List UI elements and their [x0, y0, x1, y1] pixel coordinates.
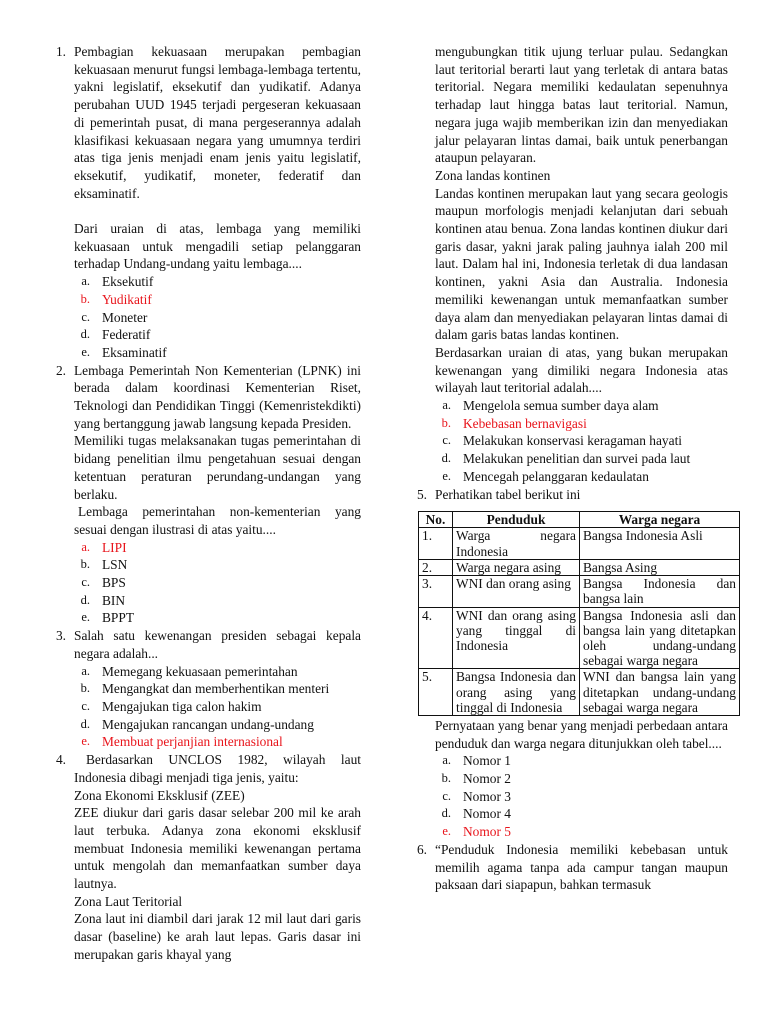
option-text: Nomor 2	[463, 771, 511, 787]
option-text: Mengangkat dan memberhentikan menteri	[102, 681, 330, 697]
option-text: Nomor 1	[463, 753, 511, 769]
option-letter: c.	[81, 575, 90, 590]
option-text: Melakukan konservasi keragaman hayati	[463, 433, 683, 449]
option-letter: c.	[442, 433, 451, 448]
right-column	[405, 43, 736, 894]
question-6	[405, 841, 728, 894]
option-a[interactable]	[74, 273, 361, 291]
table-cell: 2.	[419, 559, 453, 575]
option-text: Mengajukan tiga calon hakim	[102, 699, 262, 714]
table-cell: Bangsa Indonesia dan orang asing yang tinggal di Indonesia	[453, 669, 580, 716]
left-column	[44, 43, 361, 964]
question-prompt: Dari uraian di atas, lembaga yang memiliki kekuasaan untuk mengadili setiap pelanggaran terhadap Undang-undang yaitu lembaga....	[74, 221, 361, 272]
option-text: BIN	[102, 592, 126, 608]
option-text: LSN	[102, 557, 128, 573]
column-header: Warga negara	[580, 512, 740, 528]
option-letter: e.	[81, 734, 90, 749]
option-c[interactable]	[435, 788, 728, 806]
question-prompt: Pernyataan yang benar yang menjadi perbedaan antara penduduk dan warga negara ditunjukkan oleh tabel....	[435, 717, 728, 751]
table-cell: Bangsa Indonesia Asli	[580, 528, 740, 559]
question-number: 1.	[55, 44, 66, 59]
question-paragraph: Pembagian kekuasaan merupakan pembagian kekuasaan menurut fungsi lembaga-lembaga tertentu, yakni legislatif, eksekutif dan yudikatif. Adanya perubahan UUD 1945 terjadi pergeseran kekuasaan di pemerintah pusat, di mana pergeserannya adalah klasifikasi kekuasaan negara yang umumnya terdiri atas tiga jenis menjadi enam jenis yaitu legislatif, eksekutif, yudikatif, moneter, federatif dan eksaminatif.	[74, 44, 361, 201]
question-prompt: Lembaga pemerintahan non-kementerian yang sesuai dengan ilustrasi di atas yaitu....	[74, 504, 361, 537]
option-letter: a.	[81, 274, 90, 289]
table-cell: Bangsa Indonesia dan bangsa lain	[580, 576, 740, 607]
option-b[interactable]	[74, 680, 361, 698]
option-text: Membuat perjanjian internasional	[102, 734, 283, 750]
question-paragraph: Perhatikan tabel berikut ini	[435, 486, 581, 502]
question-prompt: Berdasarkan uraian di atas, yang bukan merupakan kewenangan yang dimiliki negara Indonesia atas wilayah laut teritorial adalah....	[435, 344, 728, 396]
table-cell: WNI dan bangsa lain yang ditetapkan undang-undang sebagai warga negara	[580, 669, 740, 716]
table-row	[419, 528, 740, 559]
option-e[interactable]	[74, 344, 361, 362]
table-cell: Bangsa Indonesia asli dan bangsa lain yang ditetapkan oleh undang-undang sebagai warga negara	[580, 607, 740, 669]
table-cell: 3.	[419, 576, 453, 607]
option-c[interactable]	[74, 309, 361, 327]
option-b[interactable]	[74, 556, 361, 574]
question-paragraph-continued: mengubungkan titik ujung terluar pulau. Sedangkan laut teritorial berarti laut yang terletak di antara batas teritorial. Negara memiliki kedaulatan sepenuhnya terhadap laut hingga batas laut teritorial. Namun, negara juga wajib memberikan izin dan menyediakan jalur pelayaran lintas damai, baik untuk penerbangan ataupun pelayaran.	[435, 44, 728, 166]
option-letter: d.	[80, 327, 90, 342]
option-e[interactable]	[74, 733, 361, 751]
option-d[interactable]	[74, 592, 361, 610]
option-letter: b.	[80, 681, 90, 696]
table-cell: Warga negara Indonesia	[453, 528, 580, 559]
option-text: Federatif	[102, 327, 151, 343]
option-letter: a.	[81, 663, 90, 678]
option-letter: b.	[441, 415, 451, 430]
option-text: Kebebasan bernavigasi	[463, 415, 587, 431]
option-list	[435, 752, 728, 841]
option-list	[74, 539, 361, 628]
table-row	[419, 607, 740, 669]
option-a[interactable]	[435, 397, 728, 415]
column-header: Penduduk	[453, 512, 580, 528]
option-text: Nomor 3	[463, 788, 511, 804]
option-text: Nomor 5	[463, 824, 511, 840]
option-letter: a.	[81, 539, 90, 554]
table-cell: Bangsa Asing	[580, 559, 740, 575]
option-d[interactable]	[435, 805, 728, 823]
question-3	[44, 627, 361, 751]
option-letter: d.	[80, 716, 90, 731]
table-row	[419, 576, 740, 607]
option-letter: d.	[441, 806, 451, 821]
question-number: 3.	[55, 628, 66, 644]
question-paragraph: Lembaga Pemerintah Non Kementerian (LPNK) ini berada dalam koordinasi Kementerian Riset, Teknologi dan Pendidikan Tinggi (Kemenristekdikti) yang bertanggung jawab langsung kepada Presiden.	[74, 362, 361, 431]
option-list	[435, 397, 728, 486]
option-e[interactable]	[435, 823, 728, 841]
option-b[interactable]	[435, 770, 728, 788]
section-heading: Zona Ekonomi Eksklusif (ZEE)	[74, 787, 245, 803]
option-text: Eksaminatif	[102, 344, 167, 360]
option-list	[74, 273, 361, 362]
table-cell: WNI dan orang asing yang tinggal di Indonesia	[453, 607, 580, 669]
question-5	[405, 486, 736, 841]
option-text: Mengajukan rancangan undang-undang	[102, 716, 314, 732]
question-paragraph: ZEE diukur dari garis dasar selebar 200 mil ke arah laut terbuka. Adanya zona ekonomi eksklusif membuat Indonesia memiliki kewenangan pertama untuk mengolah dan memanfaatkan sumber daya lautnya.	[74, 805, 361, 892]
option-text: Mencegah pelanggaran kedaulatan	[463, 468, 649, 484]
option-text: Nomor 4	[463, 806, 511, 822]
option-c[interactable]	[74, 574, 361, 592]
data-table	[418, 511, 740, 716]
option-c[interactable]	[435, 432, 728, 450]
option-d[interactable]	[74, 716, 361, 734]
option-text: Eksekutif	[102, 274, 154, 290]
option-e[interactable]	[435, 468, 728, 486]
table-cell: 5.	[419, 669, 453, 716]
table-header-row	[419, 512, 740, 528]
question-number: 6.	[416, 841, 427, 857]
option-text: Mengelola semua sumber daya alam	[463, 398, 659, 414]
option-letter: a.	[442, 753, 451, 768]
option-letter: e.	[81, 344, 90, 359]
option-c[interactable]	[74, 698, 361, 716]
option-text: BPS	[102, 575, 126, 591]
table-cell: Warga negara asing	[453, 559, 580, 575]
question-number: 4.	[55, 752, 66, 768]
question-paragraph: “Penduduk Indonesia memiliki kebebasan untuk memilih agama tanpa ada campur tangan maupun paksaan dari siapapun, bahkan termasuk	[435, 841, 728, 893]
option-d[interactable]	[74, 326, 361, 344]
question-paragraph: Landas kontinen merupakan laut yang secara geologis maupun morfologis menjadi kelanjutan dari sebuah kontinen atau benua. Zona landas kontinen diukur dari garis dasar, yakni jarak paling jauhnya ialah 200 mil laut. Dalam hal ini, Indonesia terletak di dua landasan kontinen, yakni Asia dan Australia. Indonesia memiliki kewenangan untuk memanfaatkan sumber daya alam dan menyediakan pelayaran lintas damai di dalam garis batas landas kontinen.	[435, 185, 728, 343]
question-2	[44, 362, 361, 628]
option-list	[74, 663, 361, 752]
question-4-part-1	[44, 751, 361, 963]
option-text: Memegang kekuasaan pemerintahan	[102, 663, 298, 679]
question-paragraph: Berdasarkan UNCLOS 1982, wilayah laut Indonesia dibagi menjadi tiga jenis, yaitu:	[74, 752, 361, 785]
option-letter: e.	[81, 610, 90, 625]
option-b[interactable]	[74, 291, 361, 309]
option-b[interactable]	[435, 415, 728, 433]
option-e[interactable]	[74, 609, 361, 627]
question-4-part-2	[405, 43, 728, 486]
section-heading: Zona landas kontinen	[435, 167, 551, 183]
question-1	[44, 43, 361, 362]
option-letter: d.	[80, 592, 90, 607]
option-letter: e.	[442, 824, 451, 839]
option-text: LIPI	[102, 539, 127, 555]
option-d[interactable]	[435, 450, 728, 468]
option-letter: c.	[442, 788, 451, 803]
option-a[interactable]	[74, 663, 361, 681]
table-row	[419, 559, 740, 575]
option-letter: b.	[441, 771, 451, 786]
table-cell: 1.	[419, 528, 453, 559]
option-letter: c.	[81, 309, 90, 324]
option-text: Moneter	[102, 309, 148, 325]
column-header: No.	[419, 512, 453, 528]
question-paragraph-split: Zona laut ini diambil dari jarak 12 mil laut dari garis dasar (baseline) ke arah laut lepas. Garis dasar ini merupakan garis khayal yang	[74, 911, 361, 962]
option-letter: e.	[442, 468, 451, 483]
option-text: BPPT	[102, 610, 135, 626]
question-paragraph: Memiliki tugas melaksanakan tugas pemerintahan di bidang penelitian ilmu pengetahuan sesuai dengan ketentuan peraturan perundang-undangan yang berlaku.	[74, 433, 361, 502]
option-letter: d.	[441, 451, 451, 466]
option-letter: a.	[442, 398, 451, 413]
option-letter: b.	[80, 291, 90, 306]
question-prompt: Salah satu kewenangan presiden sebagai kepala negara adalah...	[74, 628, 361, 661]
option-text: Melakukan penelitian dan survei pada laut	[463, 451, 691, 467]
option-a[interactable]	[435, 752, 728, 770]
table-cell: WNI dan orang asing	[453, 576, 580, 607]
option-text: Yudikatif	[102, 291, 152, 307]
section-heading: Zona Laut Teritorial	[74, 893, 183, 909]
question-number: 2.	[55, 362, 66, 378]
option-a[interactable]	[74, 539, 361, 557]
option-letter: c.	[81, 699, 90, 713]
table-cell: 4.	[419, 607, 453, 669]
table-row	[419, 669, 740, 716]
option-letter: b.	[80, 557, 90, 572]
question-number: 5.	[416, 486, 427, 502]
